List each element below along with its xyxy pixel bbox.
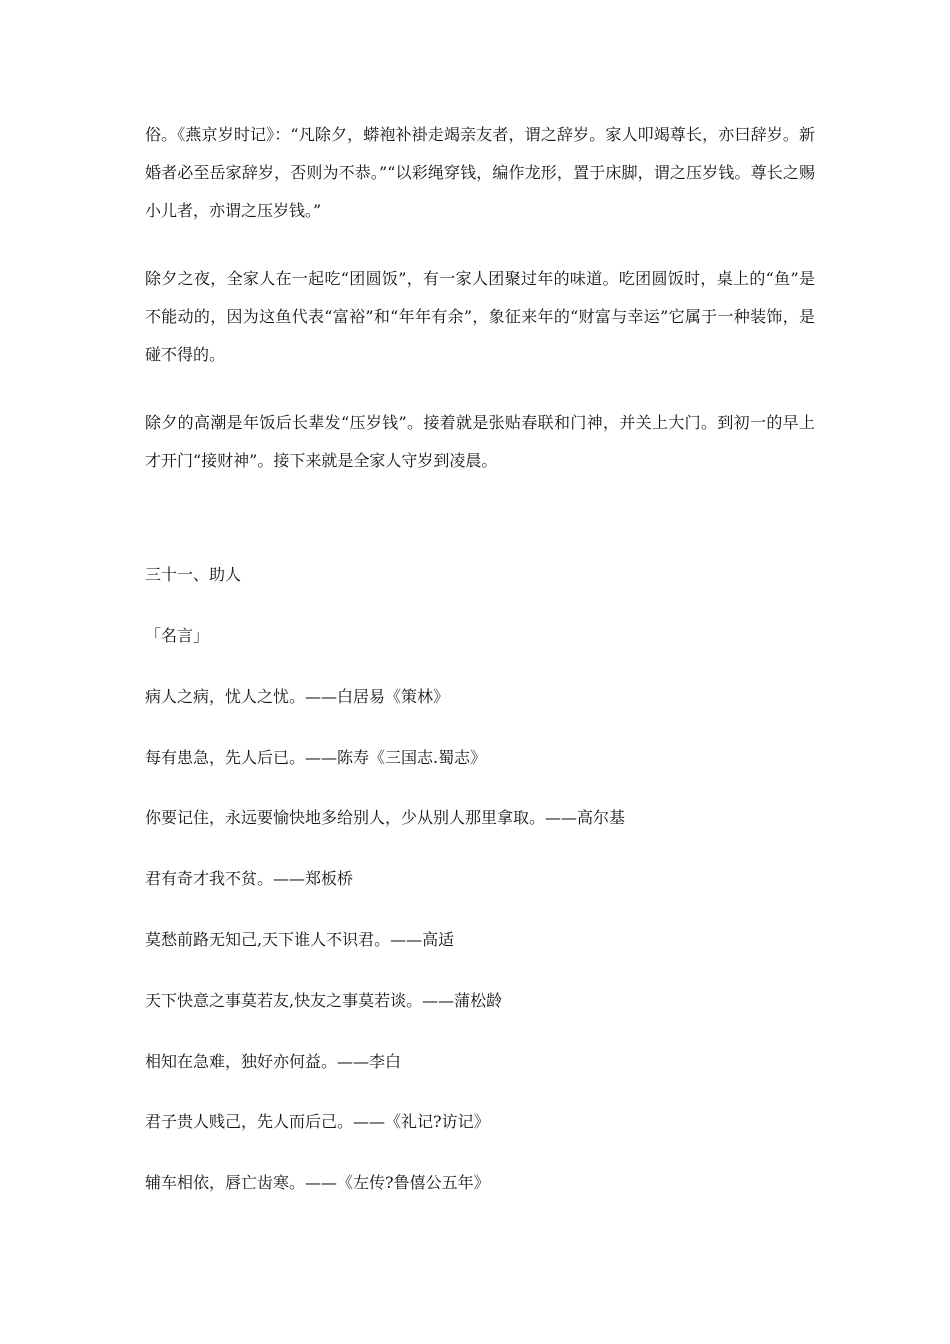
- quote-line: 辅车相依，唇亡齿寒。——《左传?鲁僖公五年》: [145, 1173, 490, 1192]
- quote-line: 每有患急，先人后已。——陈寿《三国志.蜀志》: [145, 748, 487, 767]
- quote-line: 天下快意之事莫若友,快友之事莫若谈。——蒲松龄: [145, 991, 503, 1010]
- quote-line: 你要记住，永远要愉快地多给别人，少从别人那里拿取。——高尔基: [145, 808, 626, 827]
- quote-line: 君子贵人贱己，先人而后己。——《礼记?访记》: [145, 1112, 490, 1131]
- paragraph-lucky-money: 除夕的高潮是年饭后长辈发“压岁钱”。接着就是张贴春联和门神，并关上大门。到初一的早上才开门“接财神”。接下来就是全家人守岁到凌晨。: [145, 413, 815, 470]
- quote-line: 相知在急难，独好亦何益。——李白: [145, 1052, 402, 1071]
- subsection-label: 「名言」: [145, 626, 210, 645]
- quote-line: 病人之病，忧人之忧。——白居易《策林》: [145, 687, 450, 706]
- quote-line: 君有奇才我不贫。——郑板桥: [145, 869, 354, 888]
- quote-line: 莫愁前路无知己,天下谁人不识君。——高适: [145, 930, 455, 949]
- section-title: 三十一、助人: [145, 565, 242, 584]
- paragraph-reunion-dinner: 除夕之夜，全家人在一起吃“团圆饭”，有一家人团聚过年的味道。吃团圆饭时，桌上的“鱼”是不能动的，因为这鱼代表“富裕”和“年年有余”，象征来年的“财富与幸运”它属于一种装饰，是碰不得的。: [145, 269, 815, 364]
- paragraph-new-year-customs: 俗。《燕京岁时记》：“凡除夕，蟒袍补褂走竭亲友者，谓之辞岁。家人叩竭尊长，亦曰辞岁。新婚者必至岳家辞岁，否则为不恭。”“以彩绳穿钱，编作龙形，置于床脚，谓之压岁钱。尊长之赐小儿者，亦谓之压岁钱。”: [145, 125, 815, 220]
